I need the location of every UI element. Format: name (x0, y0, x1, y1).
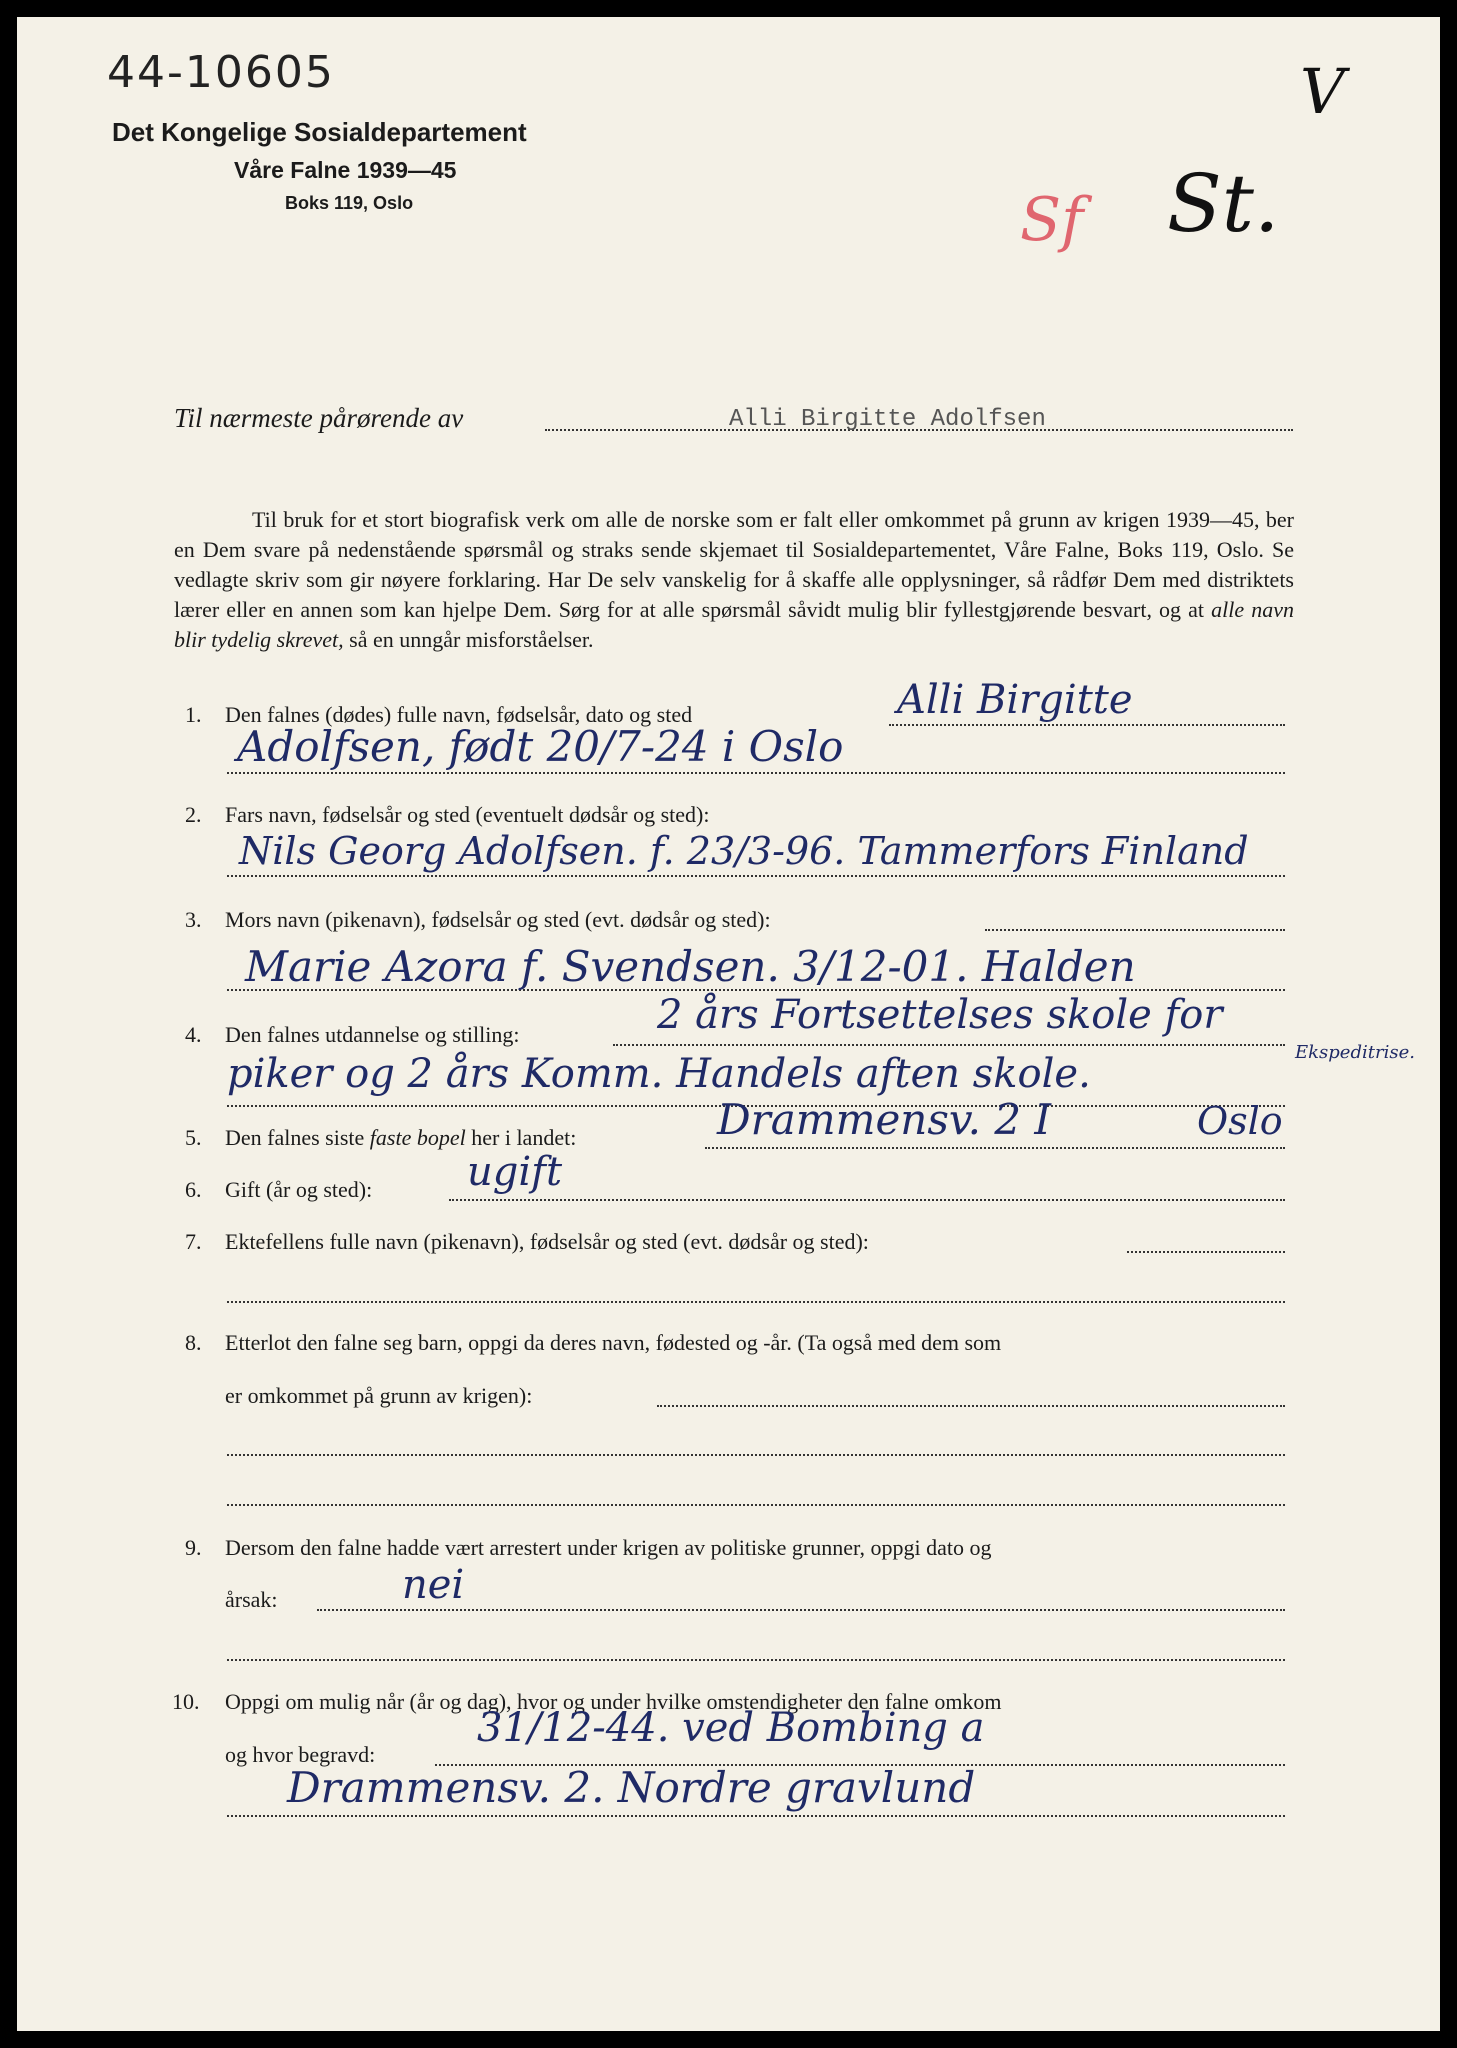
q10-label-2: og hvor begravd: (225, 1742, 376, 1767)
q10-line-2 (227, 1815, 1285, 1817)
red-stamp-mark: Sf (1020, 185, 1084, 255)
q2-line (227, 875, 1285, 877)
corner-check-mark: V (1300, 55, 1345, 128)
q6-label: Gift (år og sted): (225, 1177, 373, 1202)
q8-line-2 (227, 1454, 1285, 1456)
q1-label: Den falnes (dødes) fulle navn, fødselsår, dato og sted (225, 702, 693, 727)
q3-number: 3. (185, 907, 202, 932)
intro-text-1: Til bruk for et stort biografisk verk om alle de norske som er falt eller omkommet på grunn av krigen 1939—45, ber en Dem svare på nedenstående spørsmål og straks sende skjemaet til Sosialdepartementet, Våre Falne, Boks 119, Oslo. Se vedlagte skriv som gir nøyere forklaring. Har De selv vanskelig for å skaffe alle opplysninger, så rådfør Dem med distriktets lærer eller en annen som kan hjelpe Dem. Sørg for at alle spørsmål såvidt mulig blir fyllestgjørende besvart, og at (174, 507, 1294, 622)
q10-answer-1: 31/12-44. ved Bombing a (477, 1705, 985, 1751)
q5-label-post: her i landet: (465, 1125, 577, 1150)
office-name: Våre Falne 1939—45 (234, 157, 457, 183)
q3-label: Mors navn (pikenavn), fødselsår og sted (evt. dødsår og sted): (225, 907, 771, 932)
q9-label-1: Dersom den falne hadde vært arrestert under krigen av politiske grunner, oppgi dato og (225, 1535, 992, 1560)
q7-label: Ektefellens fulle navn (pikenavn), fødselsår og sted (evt. dødsår og sted): (225, 1229, 869, 1254)
file-number: 44-10605 (107, 47, 335, 98)
q2-answer: Nils Georg Adolfsen. f. 23/3-96. Tammerfors Finland (239, 829, 1249, 873)
q10-number: 10. (172, 1689, 200, 1714)
intro-text-2: så en unngår misforståelser. (343, 627, 594, 652)
q10-label-1: Oppgi om mulig når (år og dag), hvor og under hvilke omstendigheter den falne omkom (225, 1689, 1002, 1714)
q5-line (705, 1147, 1285, 1149)
form-page (17, 17, 1440, 2031)
q6-number: 6. (185, 1177, 202, 1202)
q1-line-2 (227, 772, 1285, 774)
q1-line-1 (889, 724, 1285, 726)
q2-number: 2. (185, 802, 202, 827)
office-address: Boks 119, Oslo (285, 193, 414, 213)
q9-line-2 (227, 1659, 1285, 1661)
q1-answer-1: Alli Birgitte (897, 677, 1133, 723)
q6-answer: ugift (467, 1149, 563, 1195)
q9-number: 9. (185, 1535, 202, 1560)
q8-label-1: Etterlot den falne seg barn, oppgi da deres navn, fødested og -år. (Ta også med dem som (225, 1330, 1002, 1355)
q9-line-1 (317, 1609, 1285, 1611)
q1-number: 1. (185, 702, 202, 727)
q1-answer-2: Adolfsen, født 20/7-24 i Oslo (237, 722, 844, 771)
q7-line-1 (1127, 1251, 1285, 1253)
q8-number: 8. (185, 1330, 202, 1355)
recipient-label: Til nærmeste pårørende av (174, 403, 464, 433)
q5-label-pre: Den falnes siste (225, 1125, 370, 1150)
q4-line-1 (613, 1044, 1285, 1046)
q5-number: 5. (185, 1125, 202, 1150)
q9-label-2: årsak: (225, 1587, 278, 1612)
q5-label-italic: faste bopel (369, 1125, 466, 1150)
q7-number: 7. (185, 1229, 202, 1254)
q5-answer: Drammensv. 2 I (717, 1095, 1052, 1144)
q8-label-2: er omkommet på grunn av krigen): (225, 1383, 533, 1408)
q6-line (449, 1199, 1285, 1201)
q7-line-2 (227, 1301, 1285, 1303)
q8-line-1 (657, 1405, 1285, 1407)
department-name: Det Kongelige Sosialdepartement (112, 117, 527, 147)
q4-answer-2: piker og 2 års Komm. Handels aften skole. (227, 1051, 1091, 1097)
q3-answer: Marie Azora f. Svendsen. 3/12-01. Halden (245, 942, 1136, 991)
q9-answer: nei (402, 1562, 465, 1608)
q2-label: Fars navn, fødselsår og sted (eventuelt dødsår og sted): (225, 802, 710, 827)
recipient-name: Alli Birgitte Adolfsen (729, 406, 1046, 433)
q5-label (225, 1125, 576, 1151)
q8-line-3 (227, 1504, 1285, 1506)
q4-answer-1: 2 års Fortsettelses skole for (657, 992, 1223, 1038)
q5-answer-city: Oslo (1197, 1099, 1283, 1143)
ink-initials-mark: St. (1167, 157, 1280, 250)
intro-paragraph (174, 505, 1294, 655)
q4-answer-note: Ekspeditrise. (1295, 1042, 1415, 1063)
q4-label: Den falnes utdannelse og stilling: (225, 1022, 520, 1047)
q10-answer-2: Drammensv. 2. Nordre gravlund (287, 1763, 976, 1812)
q4-number: 4. (185, 1022, 202, 1047)
q3-line-1 (985, 929, 1285, 931)
intro-text-italic: alle navn blir tydelig skrevet, (174, 597, 1294, 652)
